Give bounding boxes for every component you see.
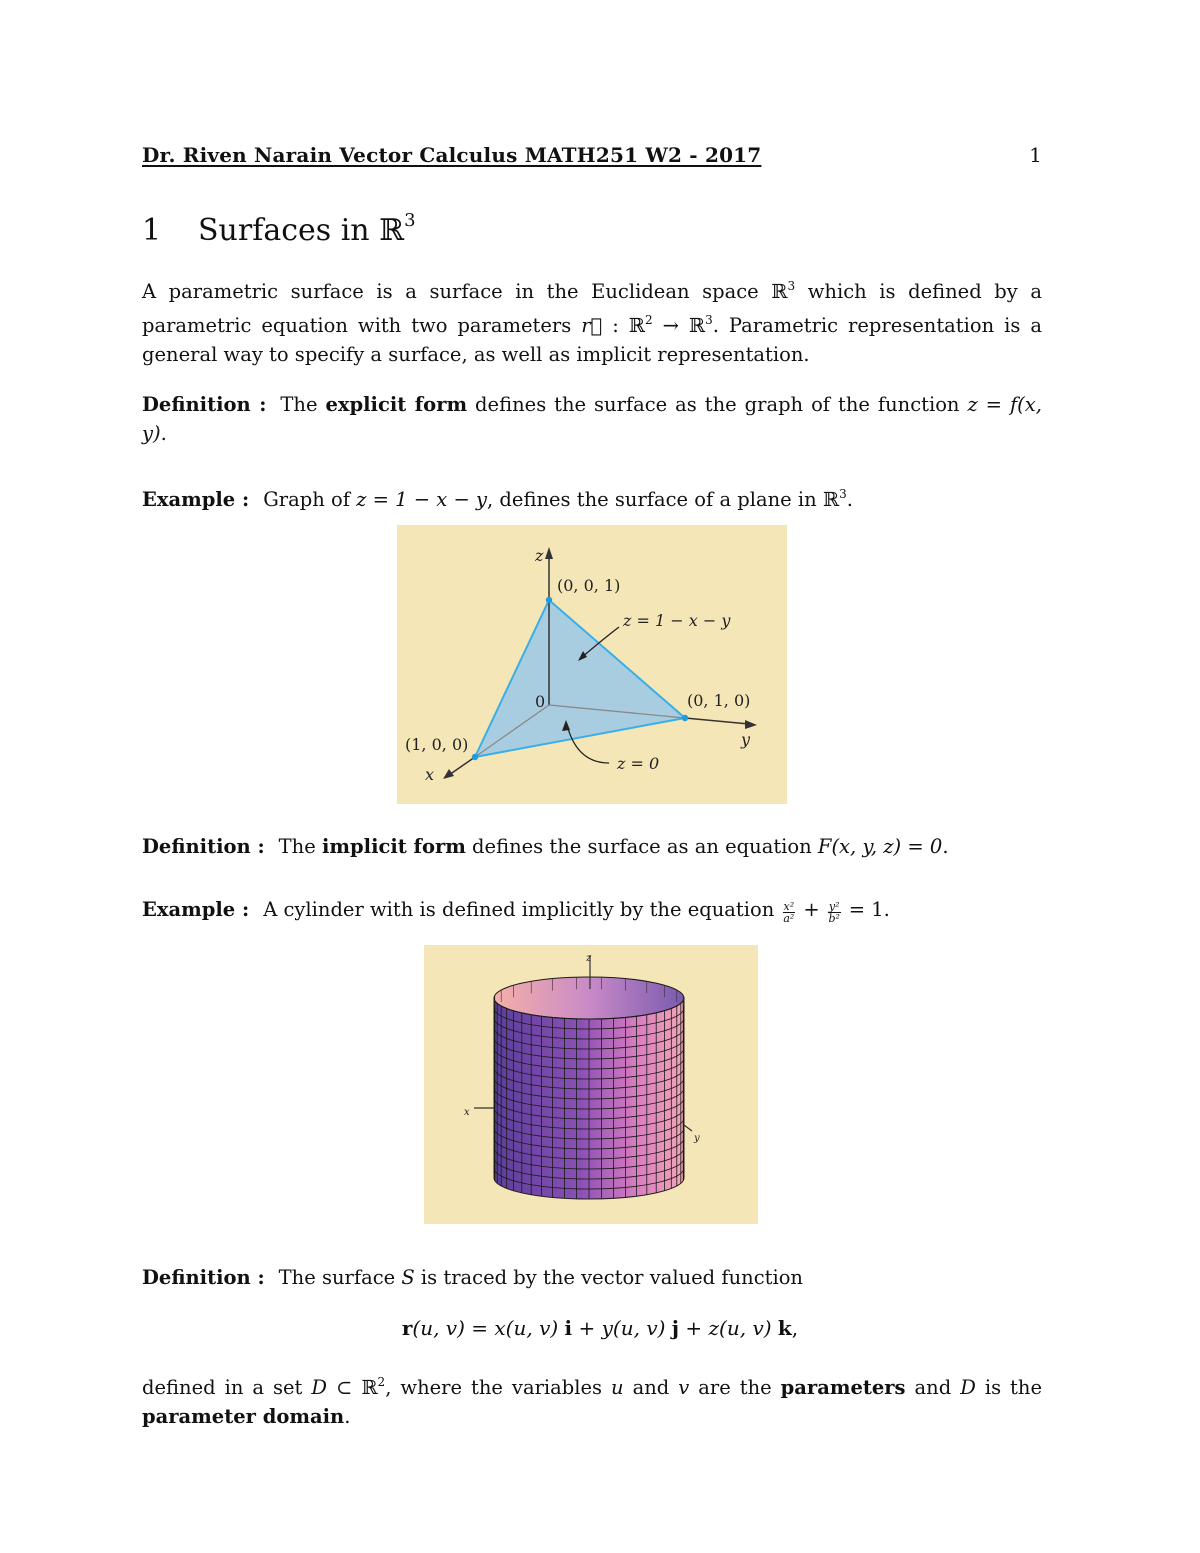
parametric-formula — [0, 1316, 1200, 1340]
def2-text-3: . — [942, 835, 949, 858]
intro-text-1: A parametric surface is a surface in the Euclidean space ℝ — [142, 280, 788, 303]
after-text-4: and — [623, 1376, 679, 1399]
after-keyword-domain: parameter domain — [142, 1405, 345, 1428]
origin-label: 0 — [535, 692, 546, 711]
base-equation-label: z = 0 — [617, 754, 660, 773]
intro-text-4: → ℝ — [652, 314, 706, 337]
after-text-8: . — [344, 1405, 351, 1428]
example-plane — [142, 480, 1042, 514]
cylinder-figure-svg — [424, 945, 758, 1224]
intro-text-2: which is defined by a parametric equation with two parameters — [142, 280, 1042, 337]
cylinder-figure — [424, 945, 758, 1224]
def1-equation: z = f(x, y) — [142, 393, 1042, 445]
section-title-sup: 3 — [404, 210, 416, 231]
ex1-text-1: Graph of — [263, 488, 357, 511]
point-label-left: (1, 0, 0) — [405, 735, 469, 754]
fraction-denominator: b² — [828, 912, 840, 925]
def2-equation: F(x, y, z) = 0 — [817, 835, 943, 858]
point-label-top: (0, 0, 1) — [557, 576, 621, 595]
example-cylinder — [142, 895, 1042, 924]
plane-figure-svg — [397, 525, 787, 804]
ex1-equation: z = 1 − x − y — [356, 488, 488, 511]
def1-text-1: The — [280, 393, 326, 416]
plane-equation-label: z = 1 − x − y — [623, 611, 731, 630]
fraction-y — [828, 901, 841, 924]
fraction-numerator: y² — [828, 900, 840, 913]
intro-r-vec: r⃗ — [581, 314, 603, 337]
intro-text-3: : ℝ — [602, 314, 645, 337]
example-label: Example : — [142, 898, 250, 921]
formula-k: k — [777, 1316, 792, 1340]
after-text-3: , where the variables — [385, 1376, 612, 1399]
ex1-text-3: . — [846, 488, 853, 511]
intro-sup-3: 3 — [705, 313, 713, 327]
fraction-x — [783, 901, 796, 924]
formula-j: j — [671, 1316, 680, 1340]
point-label-right: (0, 1, 0) — [687, 691, 751, 710]
page-header — [142, 143, 1042, 173]
after-text-5: are the — [689, 1376, 781, 1399]
section-heading — [142, 210, 416, 248]
formula-i: i — [564, 1316, 573, 1340]
fraction-denominator: a² — [783, 912, 795, 925]
after-keyword-parameters: parameters — [780, 1376, 906, 1399]
definition-explicit — [142, 390, 1042, 448]
x-axis-label: x — [425, 765, 435, 784]
section-title-text: Surfaces in ℝ — [198, 213, 405, 248]
point-marker — [546, 597, 552, 603]
after-D2: D — [960, 1376, 976, 1399]
z-axis-label: z — [535, 546, 544, 565]
formula-plus: + — [572, 1316, 602, 1340]
formula-plus: + — [679, 1316, 709, 1340]
def2-keyword: implicit form — [321, 835, 466, 858]
def3-surface-symbol: S — [401, 1266, 415, 1289]
intro-sup-1: 3 — [787, 279, 796, 293]
fraction-numerator: x² — [783, 900, 795, 913]
section-number: 1 — [142, 213, 162, 248]
after-v: v — [678, 1376, 690, 1399]
formula-args: (u, v) = — [412, 1316, 495, 1340]
example-label: Example : — [142, 488, 250, 511]
y-axis-label: y — [741, 730, 751, 749]
definition-label: Definition : — [142, 1266, 265, 1289]
definition-implicit — [142, 832, 1042, 861]
formula-end: , — [791, 1316, 799, 1340]
ex1-sup: 3 — [839, 487, 847, 501]
after-D: D — [311, 1376, 328, 1399]
definition-label: Definition : — [142, 393, 267, 416]
intro-paragraph — [142, 272, 1042, 369]
def2-text-2: defines the surface as an equation — [465, 835, 818, 858]
after-sup: 2 — [377, 1375, 386, 1389]
intro-text-5: . Parametric representation is a general way to specify a surface, as well as implicit representation. — [142, 314, 1042, 366]
def1-text-3: . — [160, 422, 167, 445]
header-title: Dr. Riven Narain Vector Calculus MATH251 W2 - 2017 — [142, 143, 762, 167]
def3-text-2: is traced by the vector valued function — [414, 1266, 803, 1289]
formula-z: z(u, v) — [708, 1316, 778, 1340]
plane-figure — [397, 525, 787, 804]
point-marker — [682, 715, 688, 721]
def1-keyword: explicit form — [325, 393, 468, 416]
point-marker — [472, 754, 478, 760]
z-axis-label: z — [586, 953, 592, 964]
ex1-text-2: , defines the surface of a plane in ℝ — [487, 488, 840, 511]
definition-label: Definition : — [142, 835, 265, 858]
def1-text-2: defines the surface as the graph of the function — [467, 393, 968, 416]
x-axis-label: x — [464, 1107, 470, 1118]
parameter-domain-paragraph — [142, 1368, 1042, 1431]
formula-x: x(u, v) — [494, 1316, 565, 1340]
intro-sup-2: 2 — [644, 313, 653, 327]
after-u: u — [611, 1376, 624, 1399]
def3-text-1: The surface — [278, 1266, 402, 1289]
def2-text-1: The — [278, 835, 322, 858]
formula-y: y(u, v) — [601, 1316, 672, 1340]
ex2-text-1: A cylinder with is defined implicitly by the equation — [263, 898, 781, 921]
page-number: 1 — [1029, 143, 1042, 167]
after-text-6: and — [905, 1376, 961, 1399]
after-text-2: ⊂ ℝ — [327, 1376, 378, 1399]
ex2-plus: + — [797, 898, 826, 921]
after-text-1: defined in a set — [142, 1376, 312, 1399]
ex2-text-2: = 1. — [842, 898, 890, 921]
y-axis-label: y — [694, 1133, 700, 1144]
formula-r: r — [401, 1316, 413, 1340]
after-text-7: is the — [975, 1376, 1042, 1399]
definition-parametric — [142, 1263, 1042, 1292]
